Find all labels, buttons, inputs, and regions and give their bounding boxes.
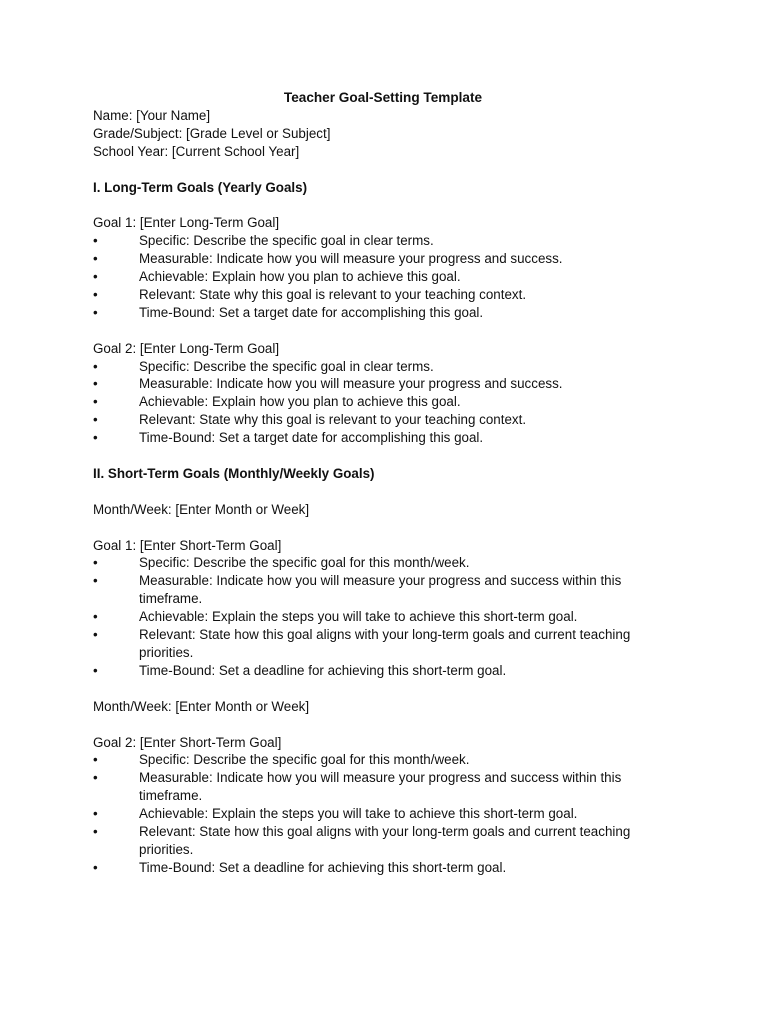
long-term-goal-2-title: Goal 2: [Enter Long-Term Goal] (93, 340, 280, 356)
list-item: • Measurable: Indicate how you will measure your progress and success within this timeframe. (93, 770, 622, 804)
spacer (93, 161, 683, 179)
spacer (93, 322, 683, 340)
list-item: • Specific: Describe the specific goal for this month/week. (93, 752, 470, 768)
spacer (93, 483, 683, 501)
list-item: • Time-Bound: Set a deadline for achieving this short-term goal. (93, 662, 507, 678)
bullet-icon: • (93, 752, 98, 768)
list-item: • Time-Bound: Set a deadline for achieving this short-term goal. (93, 859, 507, 875)
bullet-icon: • (93, 573, 98, 589)
bullet-icon: • (93, 859, 98, 875)
short-term-period-2: Month/Week: [Enter Month or Week] (93, 698, 310, 714)
spacer (93, 519, 683, 537)
bullet-icon: • (93, 430, 98, 446)
spacer (93, 680, 683, 698)
bullet-icon: • (93, 412, 98, 428)
bullet-icon: • (93, 269, 98, 285)
short-term-period-1: Month/Week: [Enter Month or Week] (93, 501, 310, 517)
list-item: • Specific: Describe the specific goal in clear terms. (93, 233, 434, 249)
document-page (93, 89, 683, 877)
list-item: • Achievable: Explain how you plan to achieve this goal. (93, 269, 461, 285)
list-item: • Specific: Describe the specific goal in clear terms. (93, 358, 434, 374)
list-item: • Achievable: Explain how you plan to achieve this goal. (93, 394, 461, 410)
list-item: • Achievable: Explain the steps you will take to achieve this short-term goal. (93, 609, 578, 625)
list-item: • Relevant: State why this goal is relevant to your teaching context. (93, 412, 527, 428)
bullet-icon: • (93, 806, 98, 822)
bullet-icon: • (93, 627, 98, 643)
school-year-field: School Year: [Current School Year] (93, 143, 300, 159)
short-term-heading: II. Short-Term Goals (Monthly/Weekly Goals) (93, 465, 375, 481)
name-field: Name: [Your Name] (93, 107, 211, 123)
list-item: • Specific: Describe the specific goal for this month/week. (93, 555, 470, 571)
bullet-icon: • (93, 233, 98, 249)
bullet-icon: • (93, 770, 98, 786)
bullet-icon: • (93, 394, 98, 410)
bullet-icon: • (93, 286, 98, 302)
list-item: • Achievable: Explain the steps you will take to achieve this short-term goal. (93, 806, 578, 822)
long-term-heading: I. Long-Term Goals (Yearly Goals) (93, 179, 308, 195)
list-item: • Relevant: State how this goal aligns with your long-term goals and current teaching priorities. (93, 627, 631, 660)
grade-subject-field: Grade/Subject: [Grade Level or Subject] (93, 125, 331, 141)
list-item: • Time-Bound: Set a target date for accomplishing this goal. (93, 430, 484, 446)
list-item: • Relevant: State how this goal aligns with your long-term goals and current teaching priorities. (93, 824, 631, 857)
bullet-icon: • (93, 358, 98, 374)
spacer (93, 716, 683, 734)
list-item: • Measurable: Indicate how you will measure your progress and success. (93, 251, 563, 267)
bullet-icon: • (93, 609, 98, 625)
short-term-goal-1-title: Goal 1: [Enter Short-Term Goal] (93, 537, 282, 553)
long-term-goal-1-title: Goal 1: [Enter Long-Term Goal] (93, 215, 280, 231)
spacer (93, 196, 683, 214)
page-title: Teacher Goal-Setting Template (283, 90, 483, 105)
bullet-icon: • (93, 555, 98, 571)
bullet-icon: • (93, 662, 98, 678)
list-item: • Time-Bound: Set a target date for accomplishing this goal. (93, 304, 484, 320)
spacer (93, 447, 683, 465)
bullet-icon: • (93, 824, 98, 840)
bullet-icon: • (93, 376, 98, 392)
short-term-goal-2-title: Goal 2: [Enter Short-Term Goal] (93, 734, 282, 750)
bullet-icon: • (93, 304, 98, 320)
list-item: • Measurable: Indicate how you will measure your progress and success. (93, 376, 563, 392)
list-item: • Measurable: Indicate how you will measure your progress and success within this timeframe. (93, 573, 622, 607)
list-item: • Relevant: State why this goal is relevant to your teaching context. (93, 286, 527, 302)
bullet-icon: • (93, 251, 98, 267)
